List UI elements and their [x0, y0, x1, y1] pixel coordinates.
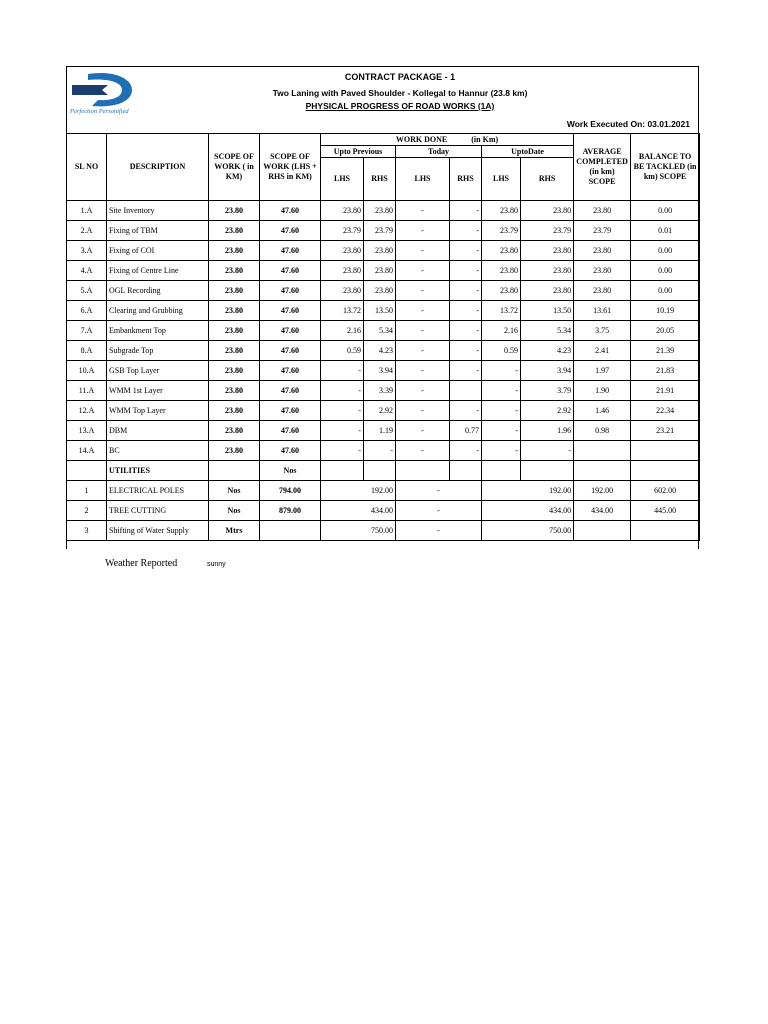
col-uptodate: UptoDate: [482, 146, 574, 158]
cell-desc: WMM Top Layer: [107, 401, 209, 421]
work-executed-date: Work Executed On: 03.01.2021: [566, 119, 690, 129]
cell-p-lhs: 23.80: [321, 261, 364, 281]
col-prev-lhs: LHS: [321, 158, 364, 201]
cell-t-lhs: -: [396, 281, 450, 301]
table-row: [67, 421, 700, 441]
cell-u-rhs: 23.80: [521, 261, 574, 281]
cell-p-rhs: 3.39: [364, 381, 396, 401]
cell-t-rhs: -: [450, 301, 482, 321]
cell-u-rhs: 23.79: [521, 221, 574, 241]
utility-cell-bal: 602.00: [631, 481, 700, 501]
cell-t-lhs: -: [396, 361, 450, 381]
cell-u-rhs: 3.94: [521, 361, 574, 381]
cell-u-rhs: -: [521, 441, 574, 461]
cell-u-lhs: 23.80: [482, 201, 521, 221]
col-upto-lhs: LHS: [482, 158, 521, 201]
cell-p-rhs: 23.79: [364, 221, 396, 241]
col-balance: BALANCE TO BE TACKLED (in km) SCOPE: [631, 134, 700, 201]
cell-sl: 1.A: [67, 201, 107, 221]
cell-scope2: 47.60: [260, 361, 321, 381]
cell-sl: 14.A: [67, 441, 107, 461]
cell-scope: 23.80: [209, 281, 260, 301]
cell-p-lhs: 13.72: [321, 301, 364, 321]
cell-u-lhs: 13.72: [482, 301, 521, 321]
cell-avg: 13.61: [574, 301, 631, 321]
cell-scope2: 47.60: [260, 261, 321, 281]
cell-scope2: 47.60: [260, 241, 321, 261]
cell-p-rhs: 23.80: [364, 261, 396, 281]
cell-scope: 23.80: [209, 381, 260, 401]
utility-row: [67, 481, 700, 501]
cell-bal: 21.39: [631, 341, 700, 361]
cell-t-rhs: -: [450, 241, 482, 261]
cell-t-rhs: -: [450, 201, 482, 221]
cell-sl: 3.A: [67, 241, 107, 261]
cell-bal: 21.83: [631, 361, 700, 381]
cell-bal: 0.00: [631, 261, 700, 281]
cell-scope2: 47.60: [260, 201, 321, 221]
cell-scope: 23.80: [209, 261, 260, 281]
col-description: DESCRIPTION: [107, 134, 209, 201]
col-sl-no: SL NO: [67, 134, 107, 201]
cell-scope: 23.80: [209, 301, 260, 321]
utility-row: [67, 521, 700, 541]
cell-p-lhs: 2.16: [321, 321, 364, 341]
cell-desc: DBM: [107, 421, 209, 441]
cell-bal: [631, 441, 700, 461]
cell-avg: 1.90: [574, 381, 631, 401]
cell-scope: 23.80: [209, 401, 260, 421]
logo-tagline: Perfection Personified: [70, 108, 129, 115]
utility-cell-sl: 2: [67, 501, 107, 521]
cell-p-lhs: -: [321, 381, 364, 401]
cell-desc: Embankment Top: [107, 321, 209, 341]
cell-scope2: 47.60: [260, 381, 321, 401]
cell-bal: 23.21: [631, 421, 700, 441]
cell-scope: 23.80: [209, 241, 260, 261]
col-today-rhs: RHS: [450, 158, 482, 201]
cell-avg: 23.79: [574, 221, 631, 241]
col-prev-rhs: RHS: [364, 158, 396, 201]
cell-scope2: 47.60: [260, 301, 321, 321]
cell-scope: 23.80: [209, 341, 260, 361]
cell-p-lhs: -: [321, 401, 364, 421]
table-row: [67, 441, 700, 461]
cell-u-rhs: 13.50: [521, 301, 574, 321]
weather-label: Weather Reported: [105, 558, 178, 569]
cell-p-rhs: 23.80: [364, 281, 396, 301]
cell-avg: 2.41: [574, 341, 631, 361]
table-row: [67, 321, 700, 341]
cell-scope: 23.80: [209, 221, 260, 241]
cell-t-rhs: -: [450, 401, 482, 421]
table-row: [67, 221, 700, 241]
utility-cell-today: -: [396, 521, 482, 541]
cell-t-lhs: -: [396, 201, 450, 221]
utilities-unit-header: Nos: [260, 461, 321, 481]
cell-p-rhs: 1.19: [364, 421, 396, 441]
cell-u-rhs: 23.80: [521, 281, 574, 301]
cell-p-rhs: 23.80: [364, 241, 396, 261]
utility-cell-upto: 750.00: [482, 521, 574, 541]
cell-u-lhs: -: [482, 361, 521, 381]
cell-scope2: 47.60: [260, 221, 321, 241]
col-today-lhs: LHS: [396, 158, 450, 201]
cell-t-rhs: -: [450, 261, 482, 281]
cell-sl: 10.A: [67, 361, 107, 381]
cell-p-rhs: 13.50: [364, 301, 396, 321]
cell-bal: 0.00: [631, 281, 700, 301]
utility-cell-scope: 879.00: [260, 501, 321, 521]
cell-t-lhs: -: [396, 301, 450, 321]
cell-avg: 23.80: [574, 281, 631, 301]
cell-p-rhs: 23.80: [364, 201, 396, 221]
col-scope-lhs-rhs: SCOPE OF WORK (LHS + RHS in KM): [260, 134, 321, 201]
cell-scope2: 47.60: [260, 321, 321, 341]
cell-sl: 12.A: [67, 401, 107, 421]
utility-cell-unit: Mtrs: [209, 521, 260, 541]
cell-u-lhs: 23.80: [482, 281, 521, 301]
utility-cell-scope: 794.00: [260, 481, 321, 501]
cell-avg: 3.75: [574, 321, 631, 341]
utility-cell-prev: 750.00: [321, 521, 396, 541]
col-average: AVERAGE COMPLETED (in km) SCOPE: [574, 134, 631, 201]
cell-t-lhs: -: [396, 401, 450, 421]
cell-sl: 6.A: [67, 301, 107, 321]
col-scope-km: SCOPE OF WORK ( in KM): [209, 134, 260, 201]
cell-p-lhs: -: [321, 441, 364, 461]
cell-u-rhs: 23.80: [521, 201, 574, 221]
table-row: [67, 301, 700, 321]
col-today: Today: [396, 146, 482, 158]
cell-desc: Fixing of COI: [107, 241, 209, 261]
cell-desc: Site Inventory: [107, 201, 209, 221]
cell-p-lhs: 23.80: [321, 281, 364, 301]
cell-scope: 23.80: [209, 361, 260, 381]
utility-cell-upto: 434.00: [482, 501, 574, 521]
cell-desc: WMM 1st Layer: [107, 381, 209, 401]
cell-bal: 22.34: [631, 401, 700, 421]
col-upto-rhs: RHS: [521, 158, 574, 201]
cell-u-rhs: 1.96: [521, 421, 574, 441]
cell-sl: 7.A: [67, 321, 107, 341]
cell-u-lhs: 23.80: [482, 261, 521, 281]
cell-u-rhs: 3.79: [521, 381, 574, 401]
cell-p-lhs: 23.79: [321, 221, 364, 241]
cell-bal: 10.19: [631, 301, 700, 321]
cell-desc: GSB Top Layer: [107, 361, 209, 381]
col-upto-previous: Upto Previous: [321, 146, 396, 158]
cell-p-lhs: 23.80: [321, 241, 364, 261]
cell-avg: 1.46: [574, 401, 631, 421]
utility-cell-bal: [631, 521, 700, 541]
utility-cell-desc: TREE CUTTING: [107, 501, 209, 521]
utility-cell-upto: 192.00: [482, 481, 574, 501]
cell-u-rhs: 2.92: [521, 401, 574, 421]
cell-bal: 0.01: [631, 221, 700, 241]
cell-scope: 23.80: [209, 321, 260, 341]
utility-cell-prev: 192.00: [321, 481, 396, 501]
utility-cell-prev: 434.00: [321, 501, 396, 521]
cell-u-rhs: 23.80: [521, 241, 574, 261]
cell-p-rhs: 2.92: [364, 401, 396, 421]
cell-bal: 0.00: [631, 201, 700, 221]
cell-sl: 5.A: [67, 281, 107, 301]
utility-cell-desc: Shifting of Water Supply: [107, 521, 209, 541]
cell-sl: 4.A: [67, 261, 107, 281]
table-row: [67, 381, 700, 401]
cell-t-rhs: -: [450, 281, 482, 301]
company-logo: [68, 68, 148, 116]
cell-t-rhs: -: [450, 321, 482, 341]
cell-desc: Subgrade Top: [107, 341, 209, 361]
cell-avg: 1.97: [574, 361, 631, 381]
cell-scope2: 47.60: [260, 341, 321, 361]
cell-bal: 21.91: [631, 381, 700, 401]
cell-t-rhs: [450, 381, 482, 401]
cell-p-lhs: -: [321, 361, 364, 381]
cell-avg: 0.98: [574, 421, 631, 441]
cell-t-rhs: -: [450, 441, 482, 461]
cell-t-lhs: -: [396, 381, 450, 401]
table-row: [67, 201, 700, 221]
table-row: [67, 401, 700, 421]
utility-cell-today: -: [396, 481, 482, 501]
cell-p-rhs: 5.34: [364, 321, 396, 341]
cell-sl: 8.A: [67, 341, 107, 361]
cell-avg: 23.80: [574, 261, 631, 281]
cell-t-rhs: 0.77: [450, 421, 482, 441]
cell-t-rhs: -: [450, 361, 482, 381]
utilities-header-row: [67, 461, 700, 481]
cell-t-lhs: -: [396, 341, 450, 361]
utility-cell-sl: 1: [67, 481, 107, 501]
cell-desc: OGL Recording: [107, 281, 209, 301]
cell-u-lhs: -: [482, 421, 521, 441]
cell-sl: 2.A: [67, 221, 107, 241]
cell-u-rhs: 4.23: [521, 341, 574, 361]
cell-u-lhs: -: [482, 381, 521, 401]
utility-cell-avg: 192.00: [574, 481, 631, 501]
cell-scope: 23.80: [209, 421, 260, 441]
cell-t-lhs: -: [396, 261, 450, 281]
cell-t-lhs: -: [396, 421, 450, 441]
project-title: Two Laning with Paved Shoulder - Kollegal to Hannur (23.8 km): [272, 88, 528, 98]
cell-scope: 23.80: [209, 441, 260, 461]
cell-p-rhs: 3.94: [364, 361, 396, 381]
cell-p-lhs: -: [321, 421, 364, 441]
utility-cell-desc: ELECTRICAL POLES: [107, 481, 209, 501]
utility-cell-scope: [260, 521, 321, 541]
cell-desc: Clearing and Grubbing: [107, 301, 209, 321]
weather-value: sunny: [207, 561, 226, 568]
utility-cell-unit: Nos: [209, 501, 260, 521]
cell-t-rhs: -: [450, 341, 482, 361]
cell-t-rhs: -: [450, 221, 482, 241]
cell-p-rhs: -: [364, 441, 396, 461]
utility-row: [67, 501, 700, 521]
cell-p-lhs: 23.80: [321, 201, 364, 221]
table-row: [67, 341, 700, 361]
cell-t-lhs: -: [396, 441, 450, 461]
cell-u-rhs: 5.34: [521, 321, 574, 341]
cell-u-lhs: 2.16: [482, 321, 521, 341]
cell-scope2: 47.60: [260, 281, 321, 301]
cell-u-lhs: 23.80: [482, 241, 521, 261]
utility-cell-today: -: [396, 501, 482, 521]
utility-cell-unit: Nos: [209, 481, 260, 501]
cell-scope2: 47.60: [260, 421, 321, 441]
package-title: CONTRACT PACKAGE - 1: [344, 72, 456, 82]
cell-t-lhs: -: [396, 241, 450, 261]
cell-u-lhs: -: [482, 401, 521, 421]
table-row: [67, 261, 700, 281]
utility-cell-avg: 434.00: [574, 501, 631, 521]
cell-p-rhs: 4.23: [364, 341, 396, 361]
col-work-done: WORK DONE (in Km): [321, 134, 574, 146]
utility-cell-bal: 445.00: [631, 501, 700, 521]
cell-bal: 20.05: [631, 321, 700, 341]
utility-cell-avg: [574, 521, 631, 541]
cell-sl: 13.A: [67, 421, 107, 441]
cell-avg: 23.80: [574, 241, 631, 261]
cell-u-lhs: -: [482, 441, 521, 461]
cell-desc: BC: [107, 441, 209, 461]
cell-scope: 23.80: [209, 201, 260, 221]
progress-table: [66, 133, 700, 541]
progress-title: PHYSICAL PROGRESS OF ROAD WORKS (1A): [305, 101, 495, 111]
cell-p-lhs: 0.59: [321, 341, 364, 361]
utility-cell-sl: 3: [67, 521, 107, 541]
utilities-title: UTILITIES: [107, 461, 209, 481]
table-row: [67, 361, 700, 381]
cell-t-lhs: -: [396, 221, 450, 241]
cell-avg: 23.80: [574, 201, 631, 221]
cell-t-lhs: -: [396, 321, 450, 341]
cell-scope2: 47.60: [260, 441, 321, 461]
cell-bal: 0.00: [631, 241, 700, 261]
table-row: [67, 281, 700, 301]
cell-sl: 11.A: [67, 381, 107, 401]
cell-desc: Fixing of Centre Line: [107, 261, 209, 281]
cell-u-lhs: 23.79: [482, 221, 521, 241]
cell-desc: Fixing of TBM: [107, 221, 209, 241]
cell-u-lhs: 0.59: [482, 341, 521, 361]
table-row: [67, 241, 700, 261]
cell-avg: [574, 441, 631, 461]
cell-scope2: 47.60: [260, 401, 321, 421]
